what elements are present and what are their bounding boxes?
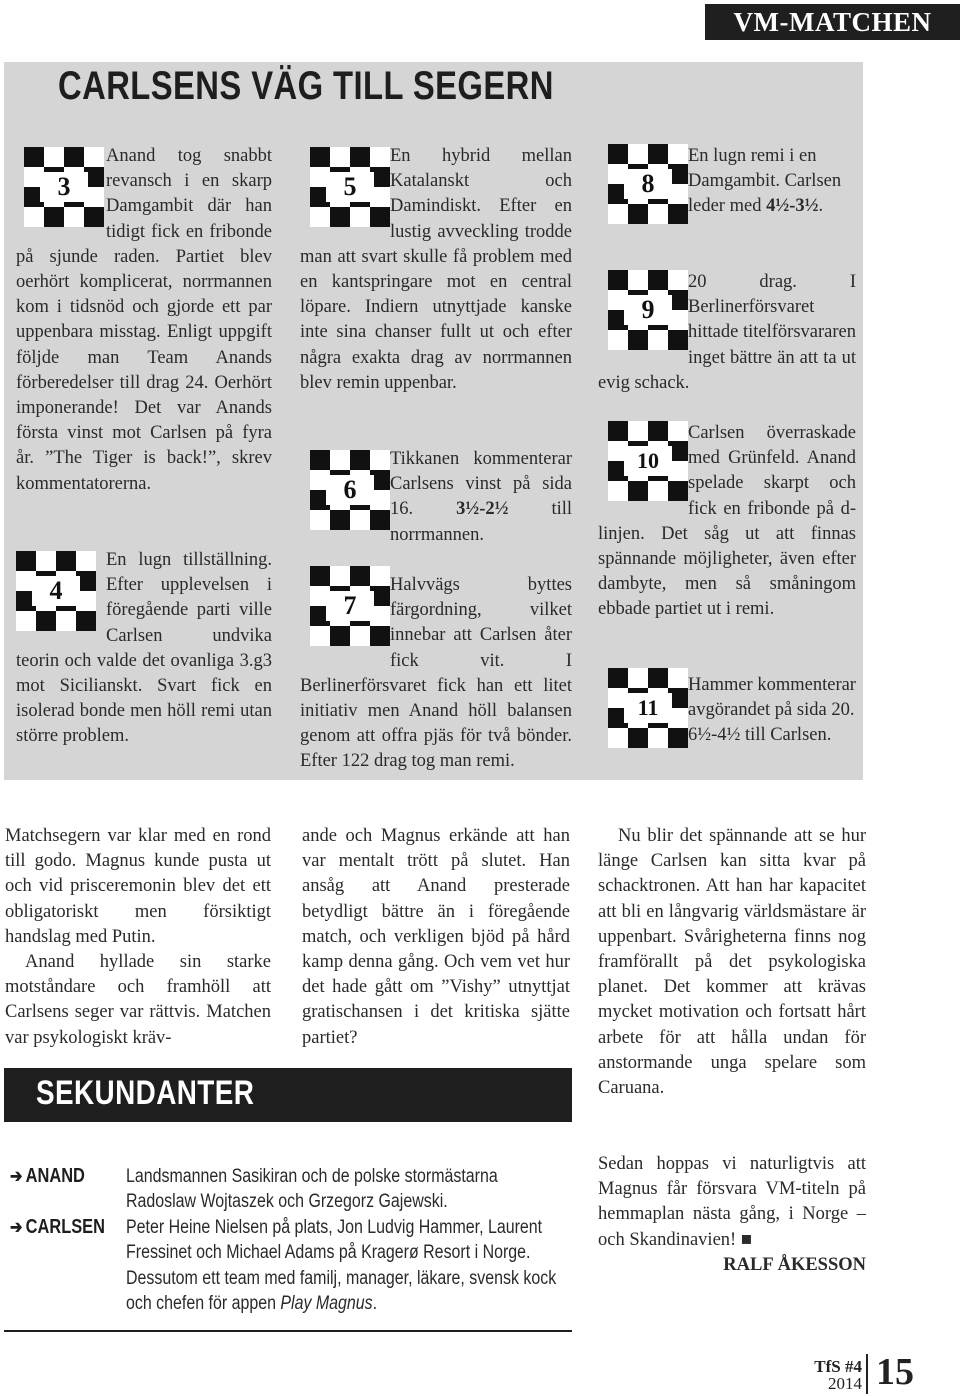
article-column-3-end — [598, 1152, 866, 1278]
game-text: Hammer kommenterar avgörandet på sida 20. 6½-4½ till Carlsen. — [688, 675, 856, 746]
game-10-summary — [598, 421, 856, 623]
anand-seconds: Landsmannen Sasikiran och de polske stormästarna Radoslaw Wojtaszek och Grzegorz Gajewski. — [126, 1166, 498, 1213]
paragraph: ande och Magnus erkände att han var mentalt trött på slutet. Han ansåg att Anand presterade betydligt bättre än i föregående match, och verkligen bjöd på hård kamp denna gång. Och vem vet hur det hade gått om ”Vishy” utnyttjat gratischansen i det kritiska sjätte partiet? — [302, 826, 570, 1048]
game-text: Anand tog snabbt revansch i en skarp Damgambit där han tidigt fick en fribonde på sjunde raden. Partiet blev oerhört komplicerat, norrmannen kom i tidsnöd och gjorde ett par uppenbara misstag. Enligt uppgift följde man Team Anands förberedelser till drag 24. Oerhört imponerande! Det var Anands första vinst mot Carlsen på fyra år. ”The Tiger is back!”, skrev kommentatorerna. — [16, 146, 272, 494]
game-number: 5 — [326, 172, 374, 202]
chessboard-icon — [608, 668, 688, 748]
game-text: En hybrid mellan Katalanskt och Damindiskt. Efter en lustig avveckling trodde man att svart skulle få problem med en kantspringare mot en central löpare. Indiern utnyttjade kanske inte sina chanser fullt ut och efter några exakta drag av norrmannen blev remin uppenbar. — [300, 146, 572, 393]
game-text: Tikkanen kommenterar Carlsens vinst på sida 16. 3½-2½ till norrmannen. — [390, 449, 573, 545]
game-text: 20 drag. I Berlinerförsvaret hittade titelförsvararen inget bättre än att ta ut evig schack. — [598, 272, 856, 393]
article-column-2 — [302, 824, 570, 1051]
chessboard-icon — [24, 147, 104, 227]
game-number: 4 — [32, 576, 80, 606]
paragraph: Matchsegern var klar med en rond till godo. Magnus kunde pusta ut och vid prisceremonin blev det ett obligatoriskt men försiktigt handslag med Putin. — [5, 826, 271, 947]
game-text: Carlsen överraskade med Grünfeld. Anand spelade skarpt och fick en fribonde på d-linjen. Det såg ut att finnas spännande möjligheter, även efter dambyte, men så småningom ebbade partiet ut i remi. — [598, 423, 856, 620]
carlsen-label: ➔ CARLSEN — [10, 1216, 105, 1238]
chessboard-icon — [310, 147, 390, 227]
game-number: 8 — [624, 169, 672, 199]
paragraph: Anand hyllade sin starke motståndare och framhöll att Carlsens seger var rättvis. Matchen var psykologiskt kräv- — [5, 952, 271, 1048]
magazine-issue: TfS #4 2014 — [814, 1357, 862, 1393]
game-9-board — [598, 270, 688, 368]
game-number: 11 — [624, 693, 672, 723]
game-11-summary — [598, 673, 856, 771]
game-number: 6 — [326, 475, 374, 505]
game-10-board — [598, 421, 688, 519]
anand-label: ➔ ANAND — [10, 1165, 85, 1187]
game-5-board — [300, 144, 390, 242]
chessboard-icon — [608, 421, 688, 501]
chessboard-icon — [608, 144, 688, 224]
paragraph: Sedan hoppas vi naturligtvis att Magnus får försvara VM-titeln på hemmaplan nästa gång, i Norge – och Skandinavien! ■ — [598, 1154, 866, 1250]
article-column-1 — [5, 824, 271, 1051]
game-8-summary — [598, 144, 856, 244]
game-number: 9 — [624, 295, 672, 325]
sekundanter-title: SEKUNDANTER — [36, 1074, 255, 1112]
panel-title: CARLSENS VÄG TILL SEGERN — [58, 64, 554, 108]
article-column-3 — [598, 824, 866, 1101]
chessboard-icon — [310, 450, 390, 530]
game-text: En lugn remi i en Damgambit. Carlsen leder med 4½-3½. — [688, 146, 842, 217]
arrow-right-icon: ➔ — [10, 1166, 23, 1186]
game-number: 3 — [40, 172, 88, 202]
game-4-board — [16, 548, 106, 646]
footer-divider — [866, 1354, 868, 1394]
arrow-right-icon: ➔ — [10, 1217, 23, 1237]
game-6-board — [300, 447, 390, 545]
chessboard-icon — [310, 566, 390, 646]
end-mark: ■ — [740, 1229, 753, 1250]
game-7-board — [300, 573, 390, 671]
game-11-board — [598, 673, 688, 771]
game-number: 7 — [326, 591, 374, 621]
game-7-summary — [300, 573, 572, 775]
game-4-summary — [16, 548, 272, 750]
game-3-board — [16, 144, 106, 242]
carlsen-seconds: Peter Heine Nielsen på plats, Jon Ludvig Hammer, Laurent Fressinet och Michael Adams på Kragerø Resort i Norge. Dessutom ett team med familj, manager, läkare, svensk kock och chefen för appen Play Magnus. — [126, 1217, 557, 1315]
paragraph: Nu blir det spännande att se hur länge Carlsen kan sitta kvar på schacktronen. Att han har kapacitet att bli en långvarig världsmästare är uppenbart. Svårigheterna finns nog framförallt på det psykologiska planet. Det kommer att krävas mycket motivation och fortsatt hårt arbete för att hålla undan för anstormande unga spelare som Caruana. — [598, 826, 866, 1099]
section-tag: VM-MATCHEN — [705, 4, 960, 40]
game-text: Halvvägs byttes färgordning, vilket innebar att Carlsen åter fick vit. I Berlinerförsvaret fick han ett litet initiativ men Anand höll balansen genom att offra pjäs för två bönder. Efter 122 drag tog man remi. — [300, 575, 572, 772]
game-9-summary — [598, 270, 856, 396]
chessboard-icon — [16, 551, 96, 631]
game-5-summary — [300, 144, 572, 396]
game-3-summary — [16, 144, 272, 497]
author-byline: RALF ÅKESSON — [723, 1254, 866, 1275]
sekundanter-bottom-rule — [4, 1330, 572, 1332]
page-number: 15 — [876, 1351, 914, 1393]
game-8-board — [598, 144, 688, 244]
game-text: En lugn tillställning. Efter upplevelsen i föregående parti ville Carlsen undvika teorin och valde det ovanliga 3.g3 mot Sicilianskt. Svart fick en isolerad bonde men höll remi utan större problem. — [16, 550, 272, 747]
game-6-summary — [300, 447, 572, 548]
chessboard-icon — [608, 270, 688, 350]
game-number: 10 — [624, 446, 672, 476]
